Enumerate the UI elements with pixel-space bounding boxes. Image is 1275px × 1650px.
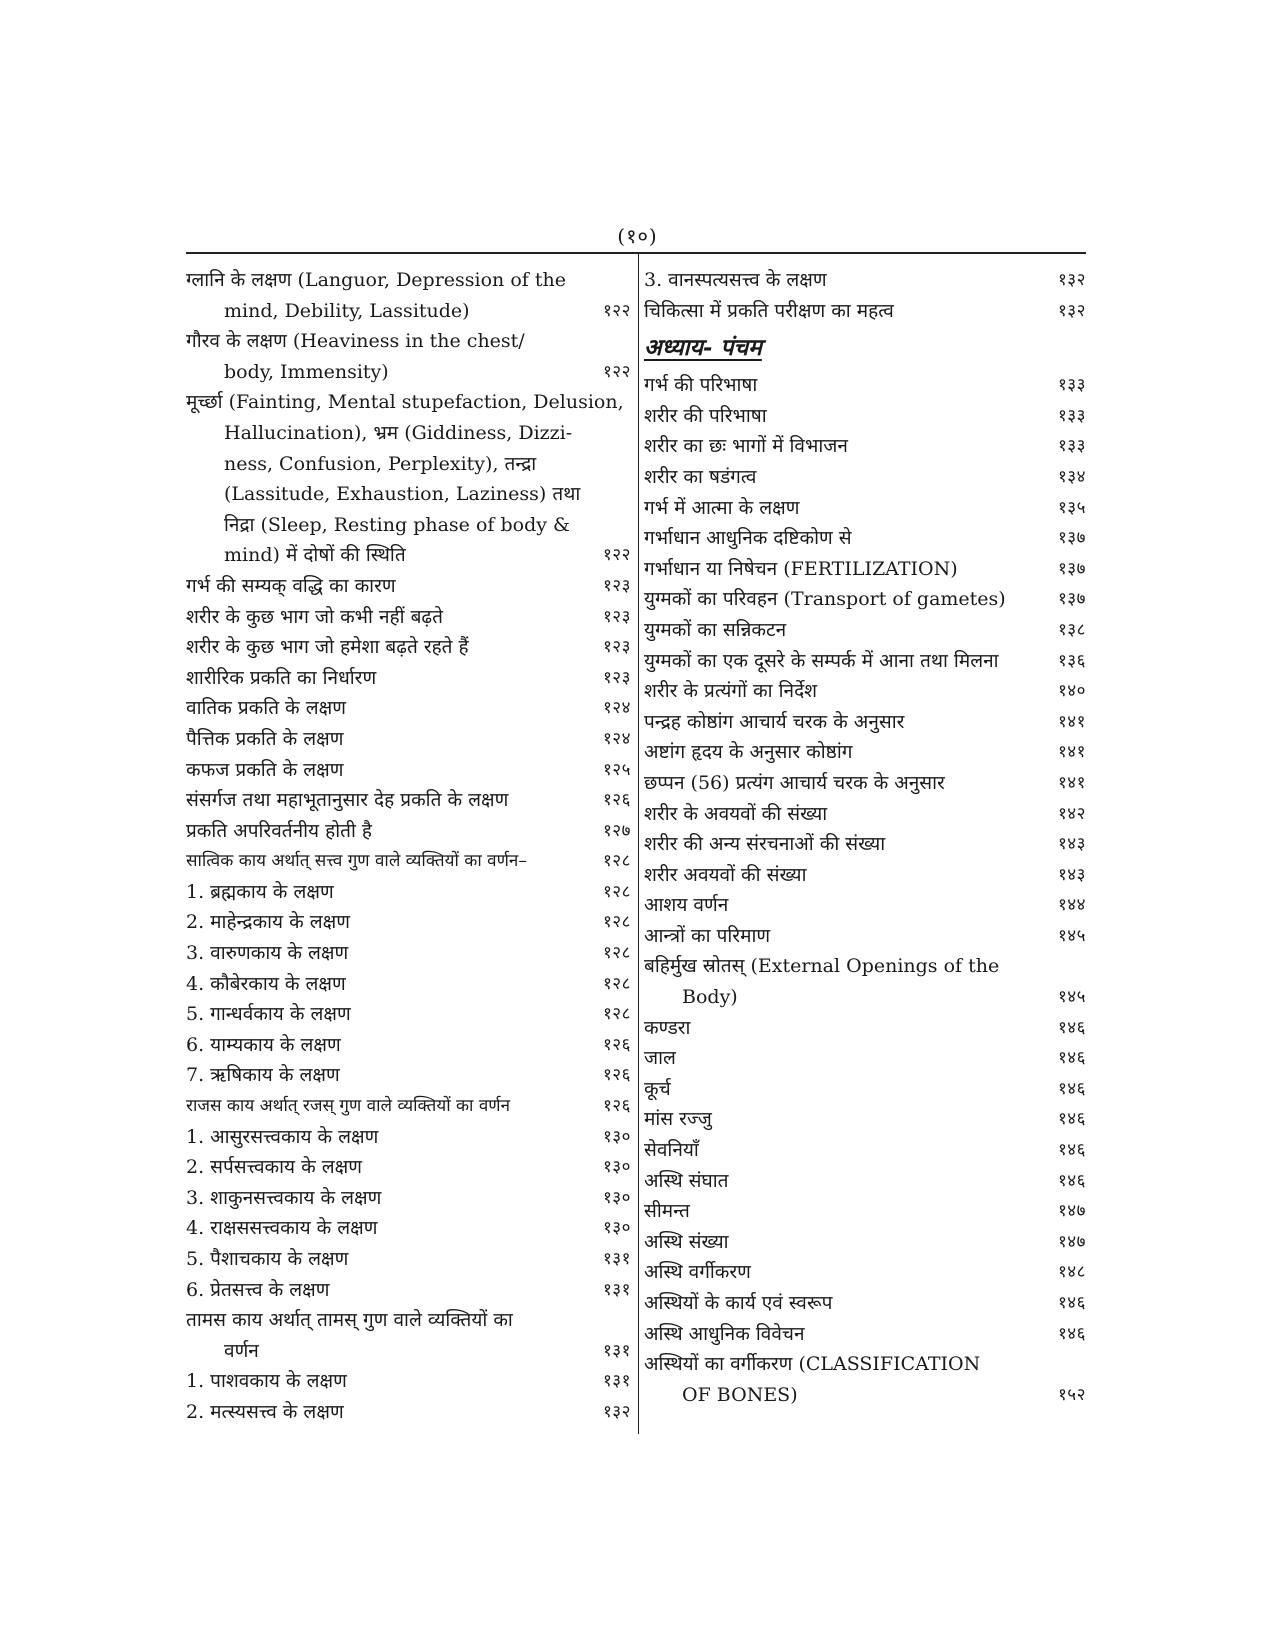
toc-entry [186, 785, 631, 816]
toc-entry-title: OF BONES) [682, 1383, 798, 1406]
toc-entry [644, 462, 1086, 493]
toc-entry [186, 1213, 631, 1244]
chapter-heading: अध्याय- पंचम [644, 334, 762, 362]
toc-entry [186, 1030, 631, 1061]
toc-entry [644, 615, 1086, 646]
toc-entry-title: अस्थियों के कार्य एवं स्वरूप [644, 1292, 833, 1314]
toc-entry-page: १३० [602, 1218, 631, 1239]
toc-entry [186, 265, 631, 326]
toc-entry-page: १४८ [1057, 1262, 1086, 1283]
toc-entry-title: शरीर के कुछ भाग जो कभी नहीं बढ़ते [186, 605, 443, 628]
toc-entry-page: १३७ [1057, 589, 1086, 610]
toc-entry-title: कफज प्रकति के लक्षण [186, 758, 344, 781]
toc-entry-title: संसर्गज तथा महाभूतानुसार देह प्रकति के लक्षण [186, 789, 509, 812]
toc-entry [644, 829, 1086, 860]
toc-entry-title: गर्भ की परिभाषा [644, 374, 758, 397]
toc-entry-page: १३८ [1057, 619, 1086, 640]
toc-entry-page: १४३ [1057, 834, 1086, 855]
toc-entry-page: १३१ [602, 1279, 631, 1300]
toc-entry [644, 1349, 1086, 1410]
toc-entry-page: १४६ [1057, 1048, 1086, 1069]
toc-entry [644, 1074, 1086, 1105]
toc-entry-page: १२३ [602, 606, 631, 627]
toc-entry-page: १४५ [1057, 987, 1086, 1008]
toc-entry [644, 676, 1086, 707]
column-divider [638, 254, 639, 1434]
toc-entry-page: १२३ [602, 575, 631, 596]
toc-entry-page: १२८ [602, 851, 631, 872]
toc-entry [186, 632, 631, 663]
toc-entry-page: १४० [1057, 681, 1086, 702]
toc-entry [186, 693, 631, 724]
toc-entry-title: mind, Debility, Lassitude) [224, 299, 470, 322]
toc-entry-page: १३४ [1057, 466, 1086, 487]
toc-entry [644, 265, 1086, 296]
toc-entry-page: १३१ [602, 1340, 631, 1361]
toc-entry-title: 2. मत्स्यसत्त्व के लक्षण [186, 1400, 344, 1423]
toc-entry-title: गर्भ में आत्मा के लक्षण [644, 496, 800, 519]
toc-entry-title: आन्त्रों का परिमाण [644, 924, 771, 947]
toc-entry-title: अस्थि संघात [644, 1169, 729, 1192]
toc-entry-page: १४५ [1057, 925, 1086, 946]
toc-entry-title: गौरव के लक्षण (Heaviness in the chest/ [186, 330, 525, 353]
toc-entry-title: गर्भाधान आधुनिक दष्टिकोण से [644, 527, 852, 550]
toc-entry [186, 846, 631, 877]
toc-entry-page: १४४ [1057, 895, 1086, 916]
toc-entry-title: शरीर की अन्य संरचनाओं की संख्या [644, 833, 886, 856]
toc-entry-page: १३१ [602, 1249, 631, 1269]
toc-entry-title: Hallucination), भ्रम (Giddiness, Dizzi- [224, 421, 573, 444]
toc-entry-title: चिकित्सा में प्रकति परीक्षण का महत्व [644, 299, 894, 322]
toc-entry-title: 5. पैशाचकाय के लक्षण [186, 1248, 349, 1270]
toc-entry [186, 1397, 631, 1428]
toc-entry-page: १४६ [1057, 1078, 1086, 1099]
toc-entry-title: राजस काय अर्थात् रजस् गुण वाले व्यक्तियों का वर्णन [186, 1096, 511, 1117]
toc-entry-title: बहिर्मुख स्रोतस् (External Openings of the [644, 955, 1000, 978]
toc-entry [644, 431, 1086, 462]
toc-entry-title: वर्णन [224, 1339, 259, 1362]
toc-entry-page: १३३ [1057, 436, 1086, 457]
toc-entry-page: १४१ [1057, 772, 1086, 793]
toc-entry-title: शरीर का षडंगत्व [644, 465, 757, 488]
toc-entry-title: ness, Confusion, Perplexity), तन्द्रा [224, 452, 537, 475]
toc-entry-title: 3. वारुणकाय के लक्षण [186, 942, 349, 965]
toc-entry [644, 707, 1086, 738]
toc-entry-title: जाल [644, 1047, 676, 1070]
toc-entry-title: अष्टांग हृदय के अनुसार कोष्ठांग [644, 741, 853, 764]
toc-entry-title: पैत्तिक प्रकति के लक्षण [186, 727, 344, 750]
toc-entry-page: १३० [602, 1187, 631, 1208]
toc-entry-title: मूर्च्छा (Fainting, Mental stupefaction, Delusion, [186, 391, 624, 414]
toc-entry-page: १४६ [1057, 1323, 1086, 1344]
toc-entry-page: १२८ [602, 1004, 631, 1025]
toc-entry-title: 7. ऋषिकाय के लक्षण [186, 1064, 340, 1087]
toc-entry-title: तामस काय अर्थात् तामस् गुण वाले व्यक्तियों का [186, 1309, 513, 1332]
toc-entry-title: अस्थियों का वर्गीकरण (CLASSIFICATION [644, 1353, 981, 1376]
toc-entry [186, 1305, 631, 1366]
toc-entry-title: mind) में दोषों की स्थिति [224, 544, 406, 567]
toc-entry [644, 1257, 1086, 1288]
toc-entry-title: 1. आसुरसत्त्वकाय के लक्षण [186, 1125, 379, 1148]
toc-entry [644, 1166, 1086, 1197]
toc-entry-page: १३० [602, 1157, 631, 1178]
toc-entry-title: 6. प्रेतसत्त्व के लक्षण [186, 1278, 330, 1301]
toc-entry-title: शरीर के कुछ भाग जो हमेशा बढ़ते रहते हैं [186, 636, 469, 659]
toc-entry-page: १४६ [1057, 1293, 1086, 1313]
toc-entry-title: Body) [682, 986, 738, 1009]
toc-entry-page: १२८ [602, 881, 631, 902]
toc-entry [644, 1013, 1086, 1044]
toc-entry-title: गर्भ की सम्यक् वद्धि का कारण [186, 574, 396, 597]
toc-entry-page: १२६ [602, 1065, 631, 1086]
toc-entry [644, 523, 1086, 554]
toc-entry-title: ग्लानि के लक्षण (Languor, Depression of the [186, 269, 566, 291]
toc-entry [644, 401, 1086, 432]
top-rule [186, 252, 1086, 254]
toc-entry [644, 554, 1086, 585]
toc-entry-title: युग्मकों का परिवहन (Transport of gametes) [644, 588, 1006, 611]
toc-entry [644, 1104, 1086, 1135]
toc-entry [186, 387, 631, 571]
toc-entry-title: 5. गान्धर्वकाय के लक्षण [186, 1003, 351, 1026]
toc-entry-title: 2. सर्पसत्त्वकाय के लक्षण [186, 1156, 362, 1179]
toc-entry-page: १२८ [602, 943, 631, 964]
toc-entry-page: १३० [602, 1126, 631, 1147]
toc-entry-title: सेवनियाँ [644, 1139, 699, 1162]
toc-entry-page: १२७ [602, 820, 631, 841]
toc-entry-title: शरीर अवयवों की संख्या [644, 863, 807, 886]
toc-entry-page: १४३ [1057, 864, 1086, 885]
toc-entry-page: १४७ [1057, 1231, 1086, 1252]
toc-entry-page: १४१ [1057, 711, 1086, 732]
toc-entry-page: १२३ [602, 667, 631, 688]
toc-entry [186, 1122, 631, 1153]
toc-entry [186, 1275, 631, 1306]
toc-entry [644, 799, 1086, 830]
toc-entry [186, 755, 631, 786]
toc-entry-title: 6. याम्यकाय के लक्षण [186, 1033, 341, 1056]
toc-entry [186, 1366, 631, 1397]
toc-entry [644, 860, 1086, 891]
toc-entry [186, 1244, 631, 1275]
toc-entry-title: युग्मकों का एक दूसरे के सम्पर्क में आना तथा मिलना [644, 649, 999, 672]
toc-entry-page: १२६ [602, 1096, 631, 1117]
toc-entry [186, 663, 631, 694]
toc-entry-title: अस्थि आधुनिक विवेचन [644, 1322, 805, 1345]
toc-entry-title: 4. राक्षससत्त्वकाय के लक्षण [186, 1217, 378, 1240]
toc-entry-title: कूर्च [644, 1077, 671, 1100]
toc-entry-page: १२२ [602, 545, 631, 566]
toc-entry-title: वातिक प्रकति के लक्षण [186, 697, 346, 720]
toc-entry-page: १३३ [1057, 375, 1086, 396]
toc-entry [186, 1183, 631, 1214]
toc-entry-page: १३२ [1057, 300, 1086, 321]
toc-entry-title: शरीर के प्रत्यंगों का निर्देश [644, 680, 818, 703]
toc-entry-page: १३७ [1057, 528, 1086, 549]
toc-entry-title: सात्विक काय अर्थात् सत्त्व गुण वाले व्यक्तियों का वर्णन– [186, 851, 527, 872]
toc-entry [644, 646, 1086, 677]
toc-entry [644, 584, 1086, 615]
toc-entry-page: १२८ [602, 973, 631, 994]
toc-entry-page: १५२ [1057, 1384, 1086, 1405]
toc-entry-page: १२४ [602, 728, 631, 749]
toc-entry-page: १२६ [602, 790, 631, 811]
toc-entry-page: १३५ [1057, 497, 1086, 518]
toc-entry [186, 724, 631, 755]
toc-entry-page: १२२ [602, 300, 631, 321]
toc-entry-page: १३७ [1057, 558, 1086, 579]
toc-entry-title: शरीर के अवयवों की संख्या [644, 802, 828, 825]
toc-entry [186, 938, 631, 969]
toc-entry-page: १४६ [1057, 1017, 1086, 1038]
toc-entry-page: १४७ [1057, 1201, 1086, 1222]
toc-entry [644, 1043, 1086, 1074]
toc-entry-page: १२५ [602, 759, 631, 780]
toc-entry [644, 1288, 1086, 1319]
toc-entry [186, 602, 631, 633]
toc-entry-page: १४६ [1057, 1170, 1086, 1191]
toc-entry [644, 1227, 1086, 1258]
page-number: (१०) [617, 224, 658, 248]
toc-entry [186, 1091, 631, 1122]
toc-entry [186, 877, 631, 908]
toc-entry [644, 493, 1086, 524]
toc-entry-page: १४६ [1057, 1109, 1086, 1130]
toc-entry-page: १३२ [602, 1401, 631, 1422]
toc-entry [644, 890, 1086, 921]
toc-entry-title: अस्थि संख्या [644, 1230, 729, 1253]
toc-entry-page: १२६ [602, 1034, 631, 1055]
toc-entry [186, 1060, 631, 1091]
toc-entry-title: शारीरिक प्रकति का निर्धारण [186, 666, 377, 689]
toc-entry-title: (Lassitude, Exhaustion, Laziness) तथा [224, 483, 581, 506]
toc-entry [186, 571, 631, 602]
toc-entry [644, 1135, 1086, 1166]
toc-entry [186, 816, 631, 847]
toc-entry-title: मांस रज्जु [644, 1108, 712, 1131]
toc-entry [644, 951, 1086, 1012]
toc-right-column [644, 265, 1086, 1410]
toc-entry-title: युग्मकों का सन्निकटन [644, 618, 787, 641]
toc-entry [186, 999, 631, 1030]
toc-entry-title: body, Immensity) [224, 360, 389, 383]
toc-entry-page: १४६ [1057, 1140, 1086, 1161]
toc-entry [644, 296, 1086, 327]
toc-left-column [186, 265, 631, 1428]
toc-entry-title: 1. ब्रह्मकाय के लक्षण [186, 880, 334, 903]
toc-entry [644, 1319, 1086, 1350]
toc-entry-page: १३१ [602, 1371, 631, 1392]
toc-entry-title: 3. शाकुनसत्त्वकाय के लक्षण [186, 1186, 382, 1209]
toc-entry-title: शरीर का छः भागों में विभाजन [644, 435, 848, 458]
toc-entry-page: १२२ [602, 361, 631, 382]
toc-entry-title: पन्द्रह कोष्ठांग आचार्य चरक के अनुसार [644, 710, 905, 733]
toc-entry-title: अस्थि वर्गीकरण [644, 1261, 751, 1284]
toc-entry-title: 1. पाशवकाय के लक्षण [186, 1370, 347, 1393]
toc-entry [644, 1196, 1086, 1227]
toc-entry [644, 768, 1086, 799]
toc-entry-page: १४१ [1057, 742, 1086, 763]
toc-entry-title: प्रकति अपरिवर्तनीय होती है [186, 819, 373, 842]
toc-entry-page: १२३ [602, 637, 631, 658]
toc-entry-page: १२८ [602, 912, 631, 933]
toc-entry-title: 4. कौबेरकाय के लक्षण [186, 972, 346, 995]
toc-entry-page: १४२ [1057, 803, 1086, 824]
toc-entry-title: आशय वर्णन [644, 894, 729, 917]
toc-entry [186, 1152, 631, 1183]
toc-entry [186, 969, 631, 1000]
toc-entry-title: कण्डरा [644, 1016, 691, 1039]
toc-entry-page: १२४ [602, 698, 631, 719]
toc-entry-title: शरीर की परिभाषा [644, 404, 767, 427]
toc-entry-page: १३६ [1057, 650, 1086, 671]
toc-entry-title: निद्रा (Sleep, Resting phase of body & [224, 513, 570, 536]
toc-entry-title: गर्भाधान या निषेचन (FERTILIZATION) [644, 557, 958, 580]
toc-entry-title: छप्पन (56) प्रत्यंग आचार्य चरक के अनुसार [644, 771, 945, 794]
toc-entry [186, 907, 631, 938]
toc-entry [644, 737, 1086, 768]
toc-entry-title: 2. माहेन्द्रकाय के लक्षण [186, 911, 350, 934]
toc-entry [186, 326, 631, 387]
toc-entry-page: १३२ [1057, 270, 1086, 290]
toc-entry-title: 3. वानस्पत्यसत्त्व के लक्षण [644, 269, 827, 291]
toc-entry-page: १३३ [1057, 405, 1086, 426]
toc-entry [644, 921, 1086, 952]
toc-entry-title: सीमन्त [644, 1200, 690, 1223]
toc-entry [644, 370, 1086, 401]
